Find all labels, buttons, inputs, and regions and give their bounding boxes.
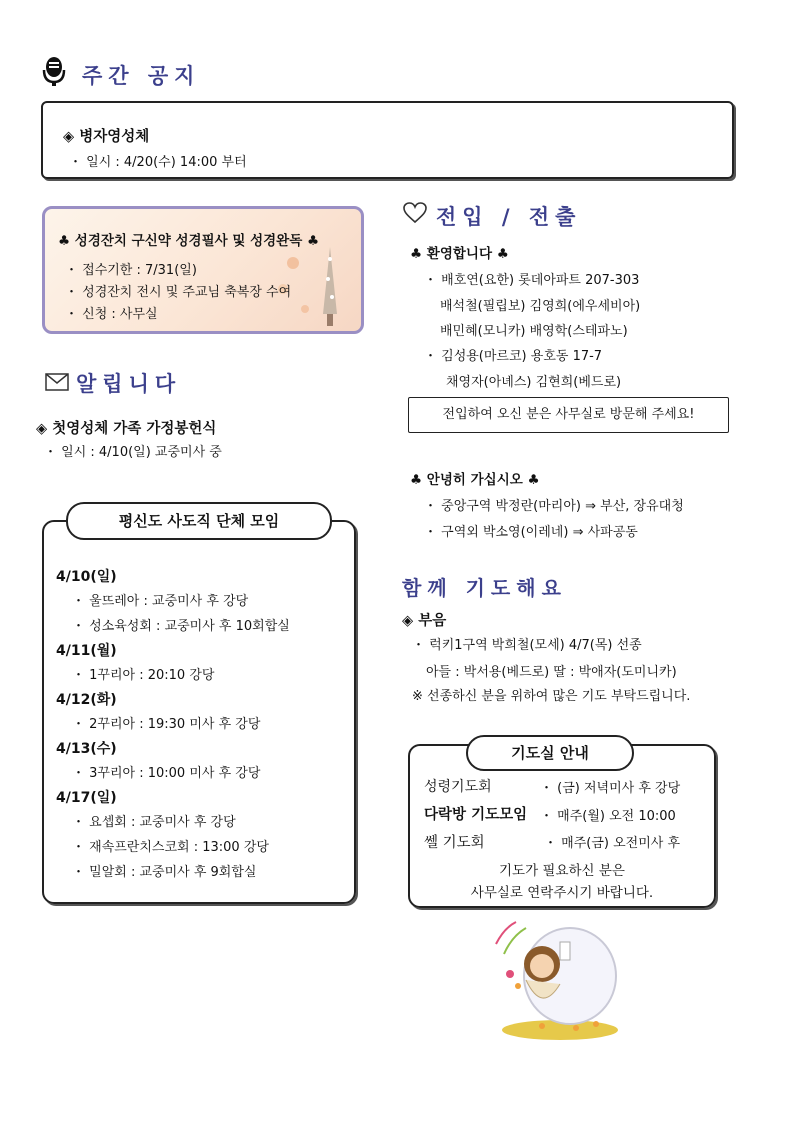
weekly-notice-title: 주간 공지 [82, 63, 201, 88]
welcome-line: 배석철(필립보) 김영희(에우세비아) [440, 299, 641, 314]
envelope-icon [45, 373, 69, 391]
lay-meeting-title: 평신도 사도직 단체 모임 [66, 502, 332, 540]
meeting-item: ・ 3꾸리아 : 10:00 미사 후 강당 [72, 766, 261, 781]
prayer-room-footer: 사무실로 연락주시기 바랍니다. [470, 885, 654, 901]
meeting-date: 4/10(일) [56, 569, 117, 585]
meeting-item: ・ 재속프란치스코회 : 13:00 강당 [72, 840, 269, 855]
moving-title: 전입 / 전출 [436, 204, 582, 229]
weekly-notice-heading: ◈ 병자영성체 [63, 129, 150, 145]
weekly-notice-line: ・ 일시 : 4/20(수) 14:00 부터 [69, 155, 247, 170]
meeting-item: ・ 1꾸리아 : 20:10 강당 [72, 668, 215, 683]
meeting-item: ・ 요셉회 : 교중미사 후 강당 [72, 815, 236, 830]
prayer-room-footer: 기도가 필요하신 분은 [499, 863, 625, 879]
welcome-note: 전입하여 오신 분은 사무실로 방문해 주세요! [442, 407, 695, 422]
farewell-heading: ♣ 안녕히 가십시오 ♣ [410, 472, 540, 488]
prayer-room-title: 기도실 안내 [466, 735, 634, 771]
bible-event-line: ・ 접수기한 : 7/31(일) [65, 263, 197, 278]
farewell-line: ・ 중앙구역 박정란(마리아) ⇒ 부산, 장유대청 [424, 499, 684, 514]
farewell-line: ・ 구역외 박소영(이레네) ⇒ 사파공동 [424, 525, 638, 540]
pray-line: ※ 선종하신 분을 위하여 많은 기도 부탁드립니다. [412, 689, 691, 704]
meeting-date: 4/12(화) [56, 692, 117, 708]
welcome-line: 채영자(아녜스) 김현희(베드로) [446, 375, 622, 390]
pray-line: 아들 : 박서용(베드로) 딸 : 박애자(도미니카) [426, 665, 677, 680]
prayer-room-info: ・ 매주(금) 오전미사 후 [544, 836, 681, 851]
meeting-item: ・ 성소육성회 : 교중미사 후 10회합실 [72, 619, 290, 634]
prayer-room-name: 다락방 기도모임 [424, 807, 528, 823]
prayer-room-name: 쎌 기도회 [424, 835, 485, 851]
meeting-date: 4/11(월) [56, 643, 117, 659]
heart-icon [403, 202, 427, 224]
announce-title: 알립니다 [76, 371, 182, 396]
bible-event-line: ・ 신청 : 사무실 [65, 307, 158, 322]
weekly-notice-box [41, 101, 734, 179]
bible-event-line: ・ 성경잔치 전시 및 주교님 축복장 수여 [65, 285, 292, 300]
meeting-item: ・ 밀알회 : 교중미사 후 9회합실 [72, 865, 257, 880]
prayer-room-info: ・ 매주(월) 오전 10:00 [540, 809, 676, 824]
welcome-line: ・ 김성용(마르코) 용호동 17-7 [424, 349, 603, 364]
microphone-icon [40, 56, 68, 88]
meeting-date: 4/17(일) [56, 790, 117, 806]
welcome-line: ・ 배호연(요한) 롯데아파트 207-303 [424, 273, 640, 288]
bible-event-box [42, 206, 364, 334]
welcome-heading: ♣ 환영합니다 ♣ [410, 246, 509, 262]
announce-heading: ◈ 첫영성체 가족 가정봉헌식 [36, 421, 217, 437]
pray-title: 함께 기도해요 [402, 576, 567, 600]
welcome-line: 배민혜(모니카) 배영학(스테파노) [440, 324, 628, 339]
pray-heading: ◈ 부음 [402, 613, 447, 629]
announce-line: ・ 일시 : 4/10(일) 교중미사 중 [44, 445, 222, 460]
meeting-date: 4/13(수) [56, 741, 117, 757]
meeting-item: ・ 2꾸리아 : 19:30 미사 후 강당 [72, 717, 261, 732]
bible-event-title: ♣ 성경잔치 구신약 성경필사 및 성경완독 ♣ [58, 233, 320, 249]
prayer-room-name: 성령기도회 [424, 779, 492, 795]
pray-line: ・ 럭키1구역 박희철(모세) 4/7(목) 선종 [412, 638, 642, 653]
welcome-note-box [408, 397, 729, 433]
prayer-room-info: ・ (금) 저녁미사 후 강당 [540, 781, 681, 796]
meeting-item: ・ 울뜨레아 : 교중미사 후 강당 [72, 594, 249, 609]
jesus-illustration [486, 914, 632, 1042]
